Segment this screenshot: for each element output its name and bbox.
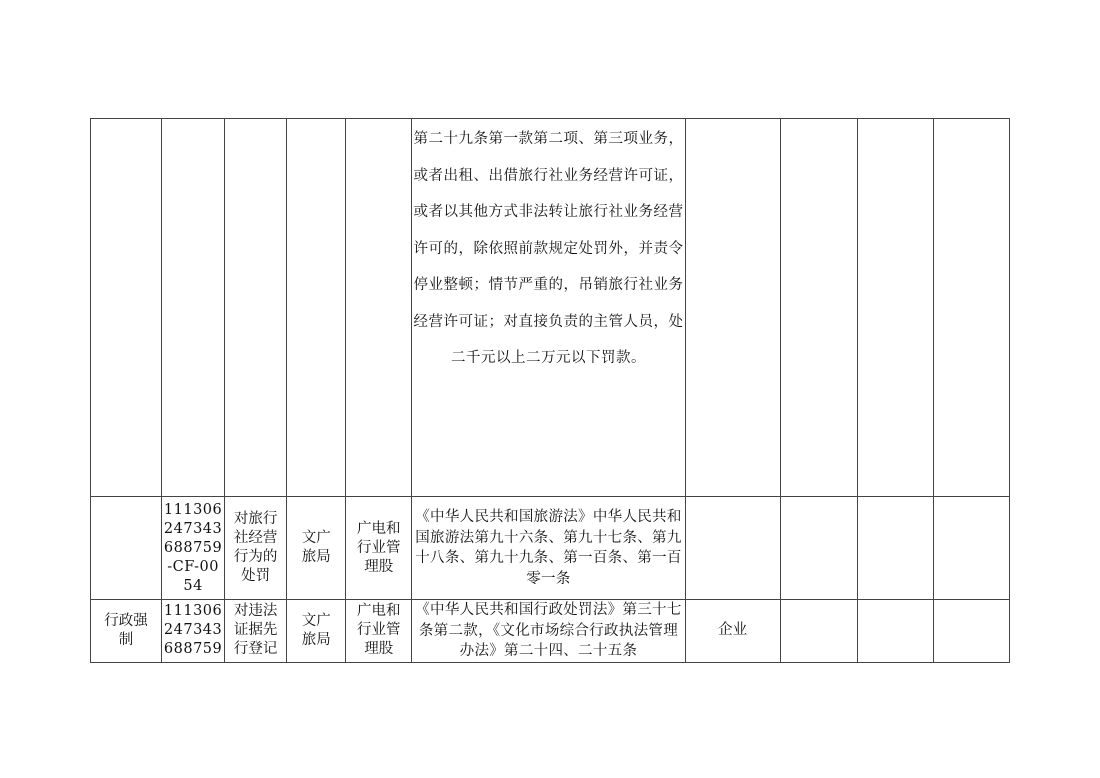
unit-cell — [346, 119, 412, 497]
category-cell — [91, 497, 162, 600]
item-cell — [225, 119, 287, 497]
unit-cell: 广电和 行业管 理股 — [346, 600, 412, 663]
legal-basis-cell: 第二十九条第一款第二项、第三项业务，或者出租、出借旅行社业务经营许可证，或者以其他方式非法转让旅行社业务经营许可的，除依照前款规定处罚外，并责令停业整顿；情节严重的，吊销旅行社业务经营许可证；对直接负责的主管人员，处二千元以上二万元以下罚款。 — [412, 119, 685, 497]
document-table — [90, 118, 1010, 663]
target-cell — [685, 119, 780, 497]
empty-cell — [780, 600, 857, 663]
department-cell — [287, 119, 346, 497]
code-cell: 111306 247343 688759 — [162, 600, 225, 663]
target-cell — [685, 497, 780, 600]
code-cell: 111306 247343 688759 -CF-00 54 — [162, 497, 225, 600]
empty-cell — [933, 600, 1009, 663]
item-cell: 对违法 证据先 行登记 — [225, 600, 287, 663]
table-row — [91, 497, 1010, 600]
code-cell — [162, 119, 225, 497]
legal-basis-cell: 《中华人民共和国旅游法》中华人民共和国旅游法第九十六条、第九十七条、第九十八条、第九十九条、第一百条、第一百零一条 — [412, 497, 685, 600]
table-row — [91, 600, 1010, 663]
department-cell: 文广 旅局 — [287, 497, 346, 600]
department-cell: 文广 旅局 — [287, 600, 346, 663]
target-cell: 企业 — [685, 600, 780, 663]
empty-cell — [780, 119, 857, 497]
empty-cell — [933, 119, 1009, 497]
empty-cell — [857, 600, 933, 663]
category-cell — [91, 119, 162, 497]
empty-cell — [857, 497, 933, 600]
empty-cell — [857, 119, 933, 497]
table-row — [91, 119, 1010, 497]
unit-cell: 广电和 行业管 理股 — [346, 497, 412, 600]
empty-cell — [780, 497, 857, 600]
legal-basis-cell: 《中华人民共和国行政处罚法》第三十七条第二款，《文化市场综合行政执法管理办法》第二十四、二十五条 — [412, 600, 685, 663]
empty-cell — [933, 497, 1009, 600]
item-cell: 对旅行 社经营 行为的 处罚 — [225, 497, 287, 600]
category-cell: 行政强 制 — [91, 600, 162, 663]
